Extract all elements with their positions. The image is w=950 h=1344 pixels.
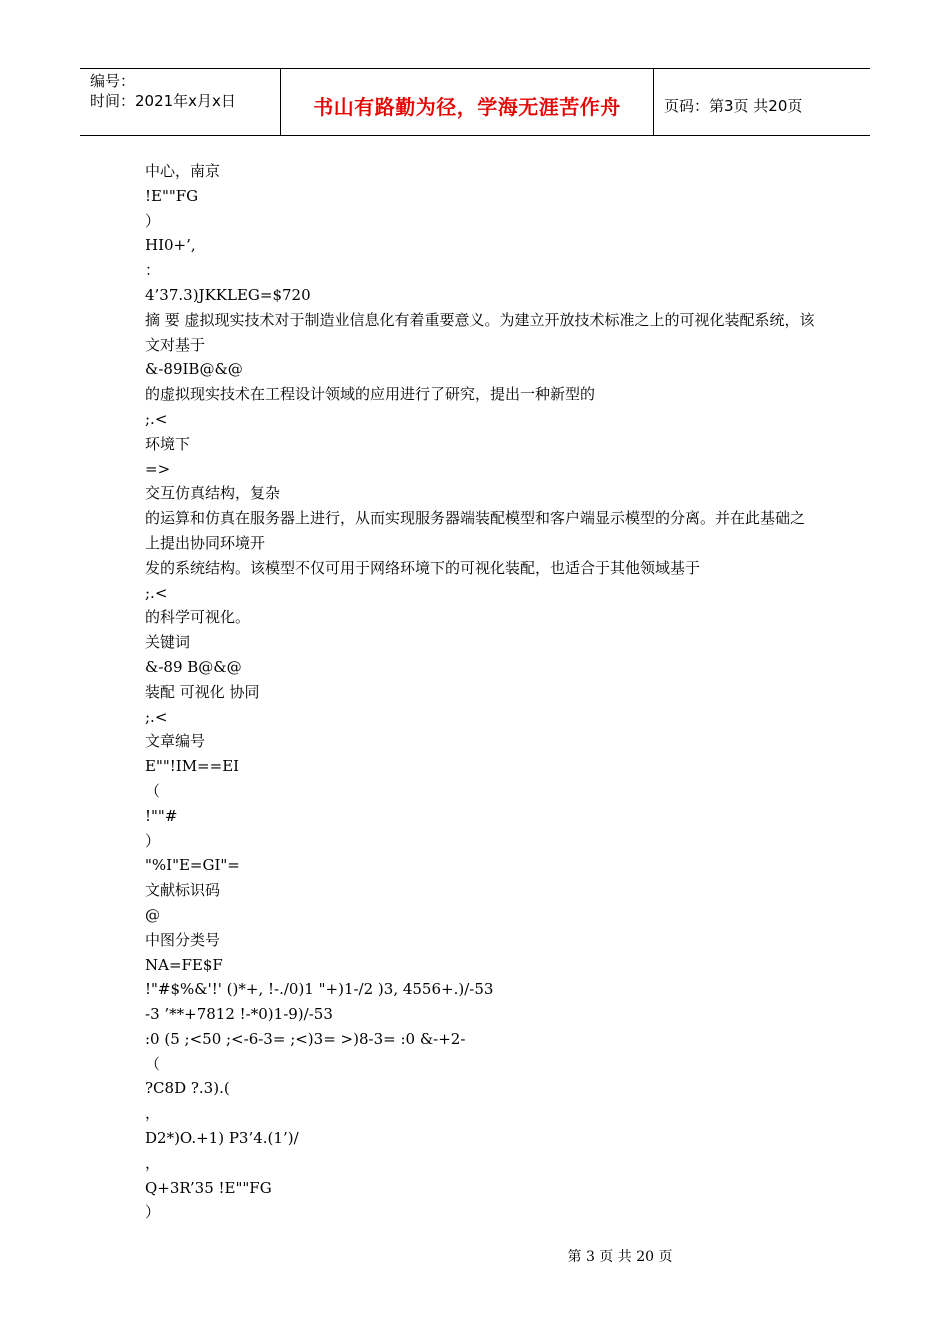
page-footer bbox=[0, 1246, 950, 1266]
header-page-info-cell bbox=[654, 69, 870, 136]
body-line: -3 ’**+7812 !-*0)1-9)/-53 bbox=[145, 1005, 333, 1024]
header-motto-cell bbox=[281, 69, 654, 136]
body-line: :0 (5 ;<50 ;<-6-3= ;<)3= >)8-3= :0 &-+2- bbox=[145, 1029, 466, 1048]
footer-page-number: 第 3 页 共 20 页 bbox=[567, 1249, 673, 1265]
body-line: 的科学可视化。 bbox=[145, 608, 251, 627]
body-line: ： bbox=[145, 261, 161, 280]
body-line: ;.< bbox=[145, 707, 168, 726]
body-line: ） bbox=[145, 1203, 161, 1222]
document-number-label: 编号： bbox=[90, 72, 136, 90]
classification-label: 中图分类号 bbox=[145, 930, 221, 949]
document-body bbox=[145, 159, 815, 1225]
body-line: （ bbox=[145, 781, 161, 800]
body-line: E""!IM==EI bbox=[145, 757, 240, 776]
body-line: ;.< bbox=[145, 583, 168, 602]
body-line: "%I"E=GI"= bbox=[145, 856, 240, 875]
body-line: ） bbox=[145, 831, 161, 850]
body-line: Q+3R’35 !E""FG bbox=[145, 1178, 272, 1197]
body-line: HI0+’, bbox=[145, 236, 196, 255]
body-line: 环境下 bbox=[145, 434, 191, 453]
body-line: 的虚拟现实技术在工程设计领域的应用进行了研究，提出一种新型的 bbox=[145, 385, 596, 404]
body-line: !E""FG bbox=[145, 186, 199, 205]
body-line: ;.< bbox=[145, 409, 168, 428]
body-line: 发的系统结构。该模型不仅可用于网络环境下的可视化装配，也适合于其他领域基于 bbox=[145, 558, 701, 577]
header-page-info: 页码：第3页 共20页 bbox=[664, 97, 803, 115]
body-line: NA=FE$F bbox=[145, 955, 223, 974]
header-meta bbox=[80, 69, 281, 136]
body-line: ， bbox=[145, 1104, 161, 1123]
body-paragraph: 的运算和仿真在服务器上进行，从而实现服务器端装配模型和客户端显示模型的分离。并在此基础之上提出协同环境开 bbox=[145, 509, 806, 552]
header-motto: 书山有路勤为径，学海无涯苦作舟 bbox=[313, 95, 621, 119]
document-code-label: 文献标识码 bbox=[145, 881, 221, 900]
keywords-list: 装配 可视化 协同 bbox=[145, 682, 260, 701]
body-line: &-89IB@&@ bbox=[145, 360, 243, 379]
body-line: 4’37.3)JKKLEG=$720 bbox=[145, 285, 311, 304]
body-line: => bbox=[145, 459, 171, 478]
document-time-label: 时间：2021年x月x日 bbox=[90, 92, 236, 110]
article-number-label: 文章编号 bbox=[145, 732, 206, 751]
body-line: !""# bbox=[145, 806, 178, 825]
keywords-label: 关键词 bbox=[145, 633, 191, 652]
body-line: @ bbox=[145, 905, 160, 924]
body-line: （ bbox=[145, 1054, 161, 1073]
body-line: ） bbox=[145, 211, 161, 230]
body-line: ?C8D ?.3).( bbox=[145, 1079, 230, 1098]
body-line: 交互仿真结构，复杂 bbox=[145, 484, 281, 503]
body-line: D2*)O.+1) P3’4.(1’)/ bbox=[145, 1129, 299, 1148]
body-line: 中心，南京 bbox=[145, 162, 221, 180]
body-line: ， bbox=[145, 1153, 161, 1172]
body-line: &-89 B@&@ bbox=[145, 657, 242, 676]
page-header bbox=[80, 68, 870, 136]
body-line: !"#$%&'!' ()*+, !-./0)1 "+)1-/2 )3, 4556+.)/-53 bbox=[145, 980, 494, 999]
abstract-text: 摘 要 虚拟现实技术对于制造业信息化有着重要意义。为建立开放技术标准之上的可视化装配系统，该文对基于 bbox=[145, 310, 815, 354]
